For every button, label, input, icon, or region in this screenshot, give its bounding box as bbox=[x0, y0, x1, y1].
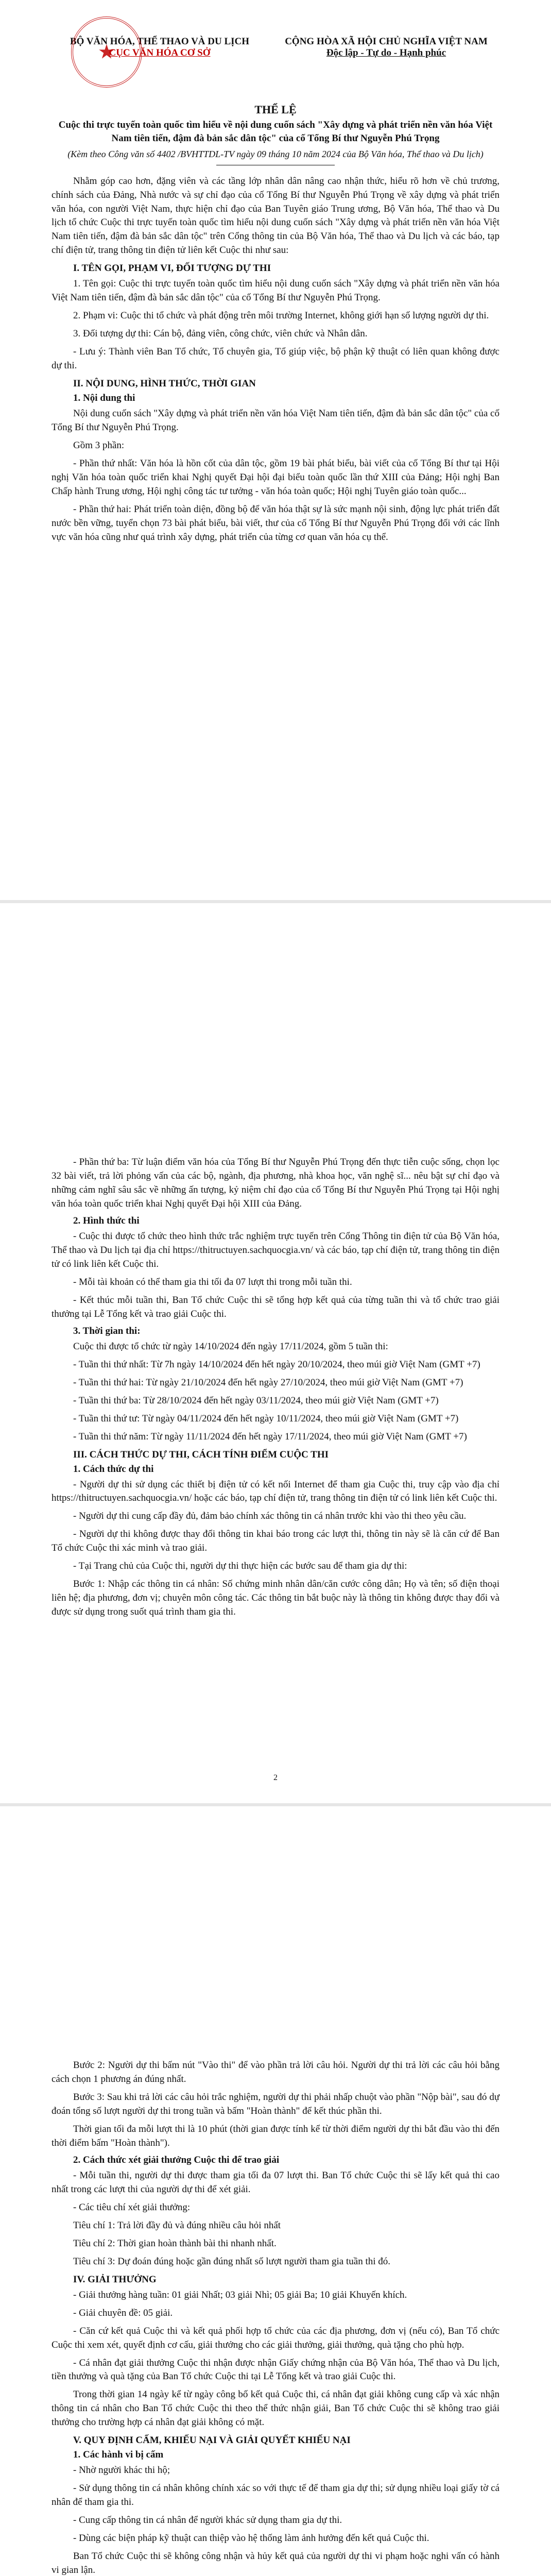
document-page bbox=[0, 1806, 551, 2576]
paragraph: - Cuộc thi được tổ chức theo hình thức trắc nghiệm trực tuyến trên Cổng Thông tin điện tử của Bộ Văn hóa, Thể thao và Du lịch tại địa chỉ https://thitructuyen.sachquocgia.vn/ và các báo, tạp chí điện tử, trang thông tin điện tử có link liên kết Cuộc thi. bbox=[51, 1230, 500, 1269]
document-title: THỂ LỆ bbox=[254, 103, 297, 116]
paragraph: Bước 2: Người dự thi bấm nút "Vào thi" để vào phần trả lời câu hỏi. Người dự thi trả lời các câu hỏi bằng cách chọn 1 phương án đúng nhất. bbox=[51, 2060, 500, 2084]
paragraph: 3. Đối tượng dự thi: Cán bộ, đảng viên, công chức, viên chức và Nhân dân. bbox=[73, 328, 368, 340]
subsection-heading: 2. Cách thức xét giải thưởng Cuộc thi để trao giải bbox=[73, 2154, 280, 2165]
paragraph: - Giải thưởng hàng tuần: 01 giải Nhất; 03 giải Nhì; 05 giải Ba; 10 giải Khuyến khích. bbox=[73, 2289, 407, 2300]
subsection-heading: 3. Thời gian thi: bbox=[73, 1325, 141, 1336]
paragraph: - Cung cấp thông tin cá nhân để người khác sử dụng tham gia dự thi. bbox=[73, 2515, 342, 2526]
paragraph: - Phần thứ hai: Phát triển toàn diện, đồng bộ để văn hóa thật sự là sức mạnh nội sinh, động lực phát triển đất nước bền vững, tuyển chọn 73 bài phát biểu, bài viết, thư của cố Tổng Bí thư Nguyễn Phú Trọng đối với các lĩnh vực văn hóa cũng như quá trình xây dựng, phát triển của từng cơ quan văn hóa cụ thể. bbox=[51, 504, 500, 543]
page-body bbox=[51, 1156, 500, 1619]
paragraph: Tiêu chí 3: Dự đoán đúng hoặc gần đúng nhất số lượt người tham gia tuần thi đó. bbox=[73, 2256, 390, 2267]
page-body bbox=[51, 175, 500, 545]
paragraph: Tiêu chí 2: Thời gian hoàn thành bài thi nhanh nhất. bbox=[73, 2238, 277, 2249]
paragraph: - Người dự thi không được thay đổi thông tin khai báo trong các lượt thi, thông tin này sẽ là căn cứ để Ban Tổ chức Cuộc thi xác minh và trao giải. bbox=[51, 1529, 500, 1554]
paragraph: Thời gian tối đa mỗi lượt thi là 10 phút (thời gian được tính kể từ thời điểm người dự thi bắt đầu vào thi đến thời điểm bấm "Hoàn thành"). bbox=[51, 2123, 500, 2148]
document-page bbox=[0, 0, 551, 903]
nation-name: CỘNG HÒA XÃ HỘI CHỦ NGHĨA VIỆT NAM bbox=[285, 36, 488, 47]
agency-parent: BỘ VĂN HÓA, THỂ THAO VÀ DU LỊCH bbox=[70, 36, 250, 47]
section-heading: IV. GIẢI THƯỞNG bbox=[73, 2274, 157, 2285]
paragraph: - Căn cứ kết quả Cuộc thi và kết quả phối hợp tổ chức của các địa phương, đơn vị (nếu có), Ban Tổ chức Cuộc thi xem xét, quyết định cơ cấu, giải thưởng cho các giải thưởng, giải thưởng, quà tặng cho phù hợp. bbox=[51, 2325, 500, 2350]
paragraph: - Tuần thi thứ tư: Từ ngày 04/11/2024 đến hết ngày 10/11/2024, theo múi giờ Việt Nam (GMT +7) bbox=[73, 1413, 459, 1424]
paragraph: - Tại Trang chủ của Cuộc thi, người dự thi thực hiện các bước sau để tham gia dự thi: bbox=[73, 1561, 407, 1572]
page-number: 2 bbox=[273, 1773, 278, 1782]
paragraph: - Người dự thi cung cấp đầy đủ, đảm bảo chính xác thông tin cá nhân trước khi vào thi theo yêu cầu. bbox=[73, 1511, 467, 1522]
section-heading: II. NỘI DUNG, HÌNH THỨC, THỜI GIAN bbox=[73, 378, 256, 389]
subsection-heading: 1. Nội dung thi bbox=[73, 393, 135, 404]
section-heading: I. TÊN GỌI, PHẠM VI, ĐỐI TƯỢNG DỰ THI bbox=[73, 263, 271, 274]
official-seal: ★ bbox=[71, 16, 142, 88]
paragraph: - Sử dụng thông tin cá nhân không chính xác so với thực tế để tham gia dự thi; sử dụng nhiều loại giấy tờ cá nhân để tham gia thi. bbox=[51, 2483, 500, 2508]
national-heading bbox=[273, 36, 500, 59]
document-subtitle: Cuộc thi trực tuyến toàn quốc tìm hiểu về nội dung cuốn sách "Xây dựng và phát triển nền văn hóa Việt Nam tiên tiến, đậm đà bản sắc dân tộc" của cố Tổng Bí thư Nguyễn Phú Trọng bbox=[58, 120, 493, 144]
subsection-heading: 1. Các hành vi bị cấm bbox=[73, 2449, 164, 2461]
paragraph: - Mỗi tài khoản có thể tham gia thi tối đa 07 lượt thi trong mỗi tuần thi. bbox=[73, 1276, 352, 1287]
paragraph: - Người dự thi sử dụng các thiết bị điện tử có kết nối Internet để tham gia Cuộc thi, truy cập vào địa chỉ https://thitructuyen.sachquocgia.vn/ hoặc các báo, tạp chí điện tử, trang thông tin điện tử có link liên kết Cuộc thi. bbox=[51, 1479, 500, 1504]
paragraph: - Nhờ người khác thi hộ; bbox=[73, 2465, 170, 2476]
section-heading: III. CÁCH THỨC DỰ THI, CÁCH TÍNH ĐIỂM CUỘC THI bbox=[73, 1449, 329, 1460]
paragraph: 1. Tên gọi: Cuộc thi trực tuyến toàn quốc tìm hiểu nội dung cuốn sách "Xây dựng và phát triển nền văn hóa Việt Nam tiên tiến, đậm đà bản sắc dân tộc" của cố Tổng Bí thư Nguyễn Phú Trọng. bbox=[51, 278, 500, 303]
paragraph: Bước 1: Nhập các thông tin cá nhân: Số chứng minh nhân dân/căn cước công dân; Họ và tên; số điện thoại liên hệ; địa phương, đơn vị; chuyên môn công tác. Các thông tin bắt buộc này là thông tin không được thay đổi và được sử dụng trong suốt quá trình tham gia thi. bbox=[51, 1579, 500, 1618]
paragraph: Ban Tổ chức Cuộc thi sẽ không công nhận và hủy kết quả của người dự thi vi phạm hoặc nghi vấn có hành vi gian lận. bbox=[51, 2551, 500, 2576]
paragraph: - Tuần thi thứ ba: Từ 28/10/2024 đến hết ngày 03/11/2024, theo múi giờ Việt Nam (GMT +7) bbox=[73, 1395, 439, 1406]
paragraph: Tiêu chí 1: Trả lời đầy đủ và đúng nhiều câu hỏi nhất bbox=[73, 2219, 281, 2231]
paragraph: - Tuần thi thứ hai: Từ ngày 21/10/2024 đến hết ngày 27/10/2024, theo múi giờ Việt Nam (GMT +7) bbox=[73, 1377, 463, 1388]
paragraph: - Dùng các biện pháp kỹ thuật can thiệp vào hệ thống làm ảnh hưởng đến kết quả Cuộc thi. bbox=[73, 2533, 429, 2544]
paragraph: - Tuần thi thứ nhất: Từ 7h ngày 14/10/2024 đến hết ngày 20/10/2024, theo múi giờ Việt Nam (GMT +7) bbox=[73, 1359, 480, 1370]
page-top-margin bbox=[51, 939, 500, 1156]
page-top-margin bbox=[51, 1842, 500, 2059]
paragraph: Gồm 3 phần: bbox=[73, 440, 125, 451]
document-page bbox=[0, 903, 551, 1806]
paragraph: Nội dung cuốn sách "Xây dựng và phát triển nền văn hóa Việt Nam tiên tiến, đậm đà bản sắc dân tộc" của cố Tổng Bí thư Nguyễn Phú Trọng. bbox=[51, 408, 500, 433]
national-motto: Độc lập - Tự do - Hạnh phúc bbox=[326, 47, 446, 58]
paragraph: - Mỗi tuần thi, người dự thi được tham gia tối đa 07 lượt thi. Ban Tổ chức Cuộc thi sẽ lấy kết quả thi cao nhất trong các lượt thi của người dự thi để xét giải. bbox=[51, 2170, 500, 2195]
section-heading: V. QUY ĐỊNH CẤM, KHIẾU NẠI VÀ GIẢI QUYẾT KHIẾU NẠI bbox=[73, 2435, 351, 2446]
paragraph: Nhằm góp cao hơn, đặng viên và các tầng lớp nhân dân nâng cao nhận thức, hiểu rõ hơn về chủ trương, chính sách của Đảng, Nhà nước và sự chỉ đạo của cố Tổng Bí thư Nguyễn Phú Trọng về xây dựng và phát triển văn hóa, con người Việt Nam, thực hiện chỉ đạo của Ban Tuyên giáo Trung ương, Bộ Văn hóa, Thể thao và Du lịch tổ chức Cuộc thi trực tuyến toàn quốc tìm hiểu nội dung cuốn sách "Xây dựng và phát triển nền văn hóa Việt Nam tiên tiến, đậm đà bản sắc dân tộc" trên Cổng thông tin của Bộ Văn hóa, Thể thao và Du lịch và các báo, tạp chí điện tử, trang thông tin điện tử liên kết Cuộc thi như sau: bbox=[51, 175, 500, 256]
agency-name: CỤC VĂN HÓA CƠ SỞ bbox=[109, 47, 211, 58]
paragraph: - Lưu ý: Thành viên Ban Tổ chức, Tổ chuyên gia, Tổ giúp việc, bộ phận kỹ thuật có liên quan không được dự thi. bbox=[51, 346, 500, 371]
paragraph: - Kết thúc mỗi tuần thi, Ban Tổ chức Cuộc thi sẽ tổng hợp kết quả của từng tuần thi và tổ chức trao giải thưởng tại Lễ Tổng kết và trao giải Cuộc thi. bbox=[51, 1294, 500, 1319]
paragraph: Trong thời gian 14 ngày kể từ ngày công bố kết quả Cuộc thi, cá nhân đạt giải không cung cấp và xác nhận thông tin cá nhân cho Ban Tổ chức Cuộc thi theo thể thức nhận giải, Ban Tổ chức Cuộc thi sẽ không trao giải thưởng cho trường hợp cá nhân đạt giải không có mặt. bbox=[51, 2389, 500, 2428]
paragraph: Cuộc thi được tổ chức từ ngày 14/10/2024 đến ngày 17/11/2024, gồm 5 tuần thi: bbox=[73, 1341, 388, 1352]
document-header bbox=[51, 36, 500, 103]
page-body bbox=[51, 2059, 500, 2576]
paragraph: - Các tiêu chí xét giải thưởng: bbox=[73, 2201, 191, 2213]
subsection-heading: 2. Hình thức thi bbox=[73, 1215, 140, 1226]
paragraph: - Giải chuyên đề: 05 giải. bbox=[73, 2307, 173, 2318]
subsection-heading: 1. Cách thức dự thi bbox=[73, 1463, 154, 1475]
paragraph: 2. Phạm vi: Cuộc thi tổ chức và phát động trên môi trường Internet, không giới hạn số lượng người dự thi. bbox=[73, 310, 489, 321]
document-attachment-note: (Kèm theo Công văn số 4402 /BVHTTDL-TV ngày 09 tháng 10 năm 2024 của Bộ Văn hóa, Thể thao và Du lịch) bbox=[67, 149, 484, 160]
paragraph: - Cá nhân đạt giải thưởng Cuộc thi nhận được nhận Giấy chứng nhận của Bộ Văn hóa, Thể thao và Du lịch, tiền thưởng và quà tặng của Ban Tổ chức Cuộc thi tại Lễ Tổng kết và trao giải Cuộc thi. bbox=[51, 2357, 500, 2382]
paragraph: - Phần thứ ba: Từ luận điểm văn hóa của Tổng Bí thư Nguyễn Phú Trọng đến thực tiễn cuộc sống, chọn lọc 32 bài viết, trả lời phỏng vấn của các bộ, ngành, địa phương, nhà khoa học, văn nghệ sĩ... nêu bật sự chỉ đạo và những cảm nghĩ sâu sắc về những ấn tượng, kỷ niệm chỉ đạo của cố Tổng Bí thư Nguyễn Phú Trọng tại Hội nghị văn hóa toàn quốc triển khai Nghị quyết Đại hội XIII của Đảng. bbox=[51, 1157, 500, 1209]
issuing-agency bbox=[51, 36, 268, 62]
paragraph: - Phần thứ nhất: Văn hóa là hồn cốt của dân tộc, gồm 19 bài phát biểu, bài viết của cố Tổng Bí thư tại Hội nghị Văn hóa toàn quốc triển khai Nghị quyết Đại hội đại biểu toàn quốc lần thứ XIII của Đảng; Hội nghị Ban Chấp hành Trung ương, Hội nghị công tác tư tưởng - văn hóa toàn quốc; Hội nghị Tuyên giáo toàn quốc... bbox=[51, 458, 500, 497]
paragraph: Bước 3: Sau khi trả lời các câu hỏi trắc nghiệm, người dự thi phải nhấp chuột vào phần "Nộp bài", sau đó dự đoán tổng số lượt người dự thi trong tuần và bấm "Hoàn thành" để kết thúc phần thi. bbox=[51, 2091, 500, 2116]
paragraph: - Tuần thi thứ năm: Từ ngày 11/11/2024 đến hết ngày 17/11/2024, theo múi giờ Việt Nam (GMT +7) bbox=[73, 1431, 467, 1442]
